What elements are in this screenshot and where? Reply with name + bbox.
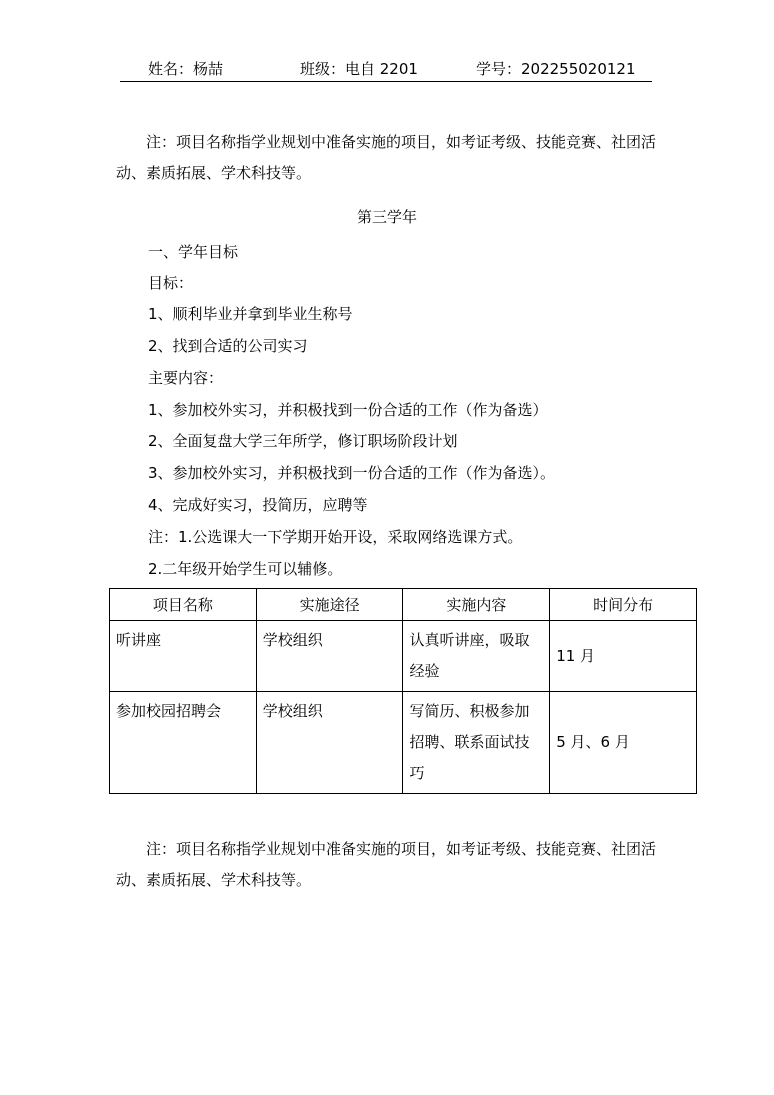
line-note-1: 注：1.公选课大一下学期开始开设，采取网络选课方式。 [148,528,523,546]
line-goal-heading: 一、学年目标 [148,243,239,261]
line-goal-2: 2、找到合适的公司实习 [148,337,308,355]
col-header: 时间分布 [550,589,697,621]
table-cell: 5 月、6 月 [550,692,697,794]
col-header: 项目名称 [110,589,257,621]
page-header [120,55,652,82]
table-header-row [110,589,697,621]
line-goal-1: 1、顺利毕业并拿到毕业生称号 [148,305,353,323]
student-id: 学号：202255020121 [476,60,636,78]
table-cell: 学校组织 [256,692,403,794]
table-cell: 写简历、积极参加招聘、联系面试技巧 [403,692,550,794]
line-content-3: 3、参加校外实习，并积极找到一份合适的工作（作为备选）。 [148,464,556,482]
table-cell: 参加校园招聘会 [110,692,257,794]
col-header: 实施内容 [403,589,550,621]
table-row [110,692,697,794]
note-top: 注：项目名称指学业规划中准备实施的项目，如考证考级、技能竞赛、社团活动、素质拓展、学术科技等。 [116,133,657,182]
col-header: 实施途径 [256,589,403,621]
line-content-1: 1、参加校外实习，并积极找到一份合适的工作（作为备选） [148,401,548,419]
plan-table [109,588,697,794]
table-cell: 学校组织 [256,621,403,692]
line-note-2: 2.二年级开始学生可以辅修。 [148,560,343,578]
line-goal-label: 目标： [148,274,194,292]
section-title: 第三学年 [356,208,417,226]
table-cell: 认真听讲座，吸取经验 [403,621,550,692]
table-row [110,621,697,692]
table-cell: 11 月 [550,621,697,692]
note-bottom: 注：项目名称指学业规划中准备实施的项目，如考证考级、技能竞赛、社团活动、素质拓展、学术科技等。 [116,840,657,889]
line-content-label: 主要内容： [148,369,224,387]
line-content-2: 2、全面复盘大学三年所学，修订职场阶段计划 [148,432,458,450]
line-content-4: 4、完成好实习，投简历，应聘等 [148,496,368,514]
student-class: 班级：电自 2201 [300,60,418,78]
student-name: 姓名：杨喆 [148,60,224,78]
table-cell: 听讲座 [110,621,257,692]
